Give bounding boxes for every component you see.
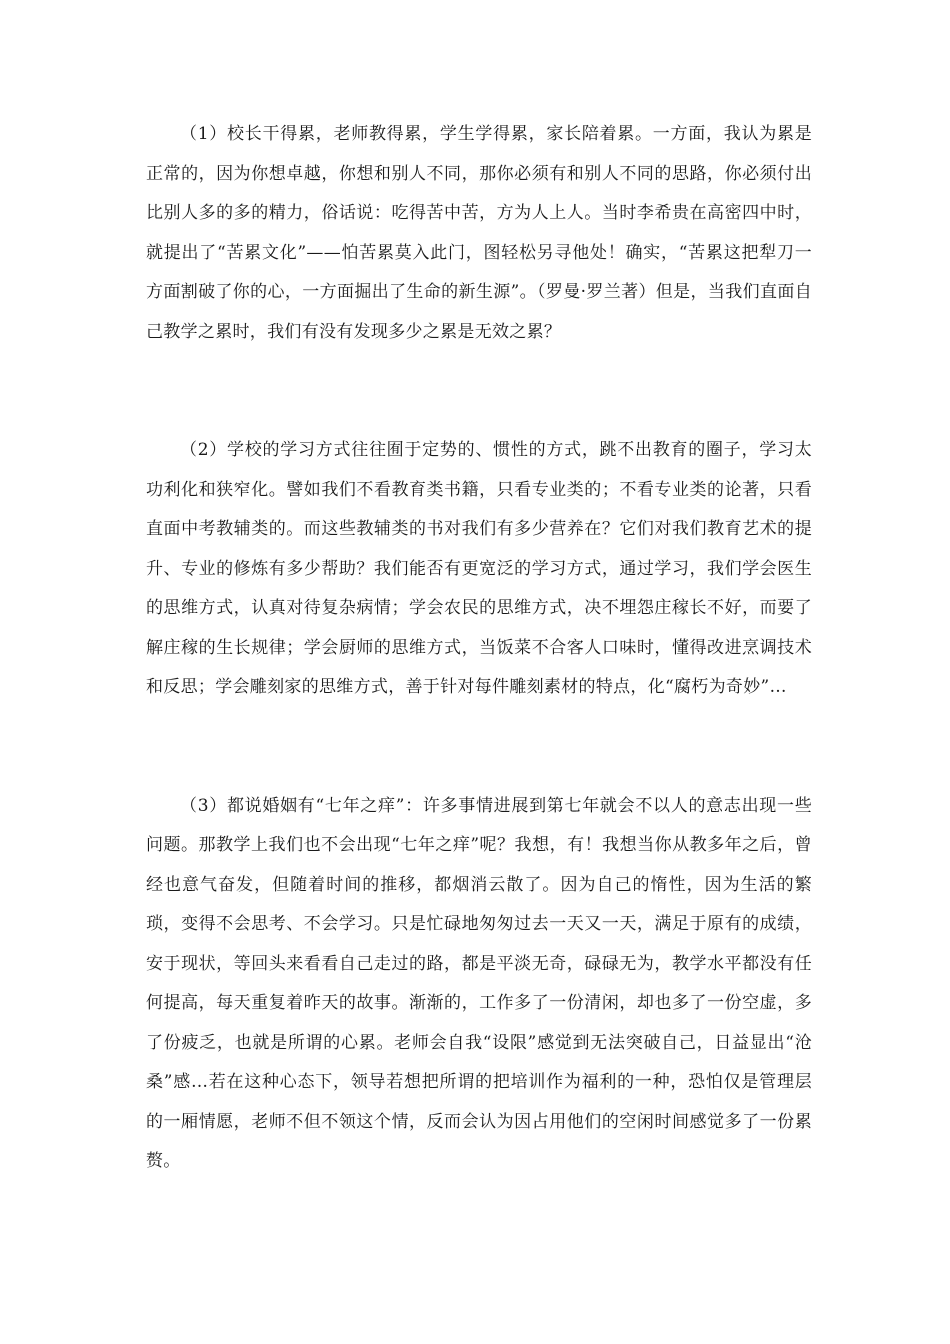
paragraph-3: （3）都说婚姻有“七年之痒”：许多事情进展到第七年就会不以人的意志出现一些问题。那教学上我们也不会出现“七年之痒”呢？我想，有！我想当你从教多年之后，曾经也意气奋发，但随着时间的推移，都烟消云散了。因为自己的惰性，因为生活的繁琐，变得不会思考、不会学习。只是忙碌地匆匆过去一天又一天，满足于原有的成绩，安于现状，等回头来看看自己走过的路，都是平淡无奇，碌碌无为，教学水平都没有任何提高，每天重复着昨天的故事。渐渐的，工作多了一份清闲，却也多了一份空虚，多了份疲乏，也就是所谓的心累。老师会自我“设限”感觉到无法突破自己，日益显出“沧桑”感…若在这种心态下，领导若想把所谓的把培训作为福利的一种，恐怕仅是管理层的一厢情愿，老师不但不领这个情，反而会认为因占用他们的空闲时间感觉多了一份累赘。 <box>146 795 812 1171</box>
paragraph-1: （1）校长干得累，老师教得累，学生学得累，家长陪着累。一方面，我认为累是正常的，因为你想卓越，你想和别人不同，那你必须有和别人不同的思路，你必须付出比别人多的多的精力，俗话说：吃得苦中苦，方为人上人。当时李希贵在高密四中时，就提出了“苦累文化”——怕苦累莫入此门，图轻松另寻他处！确实，“苦累这把犁刀一方面割破了你的心，一方面掘出了生命的新生源”。（罗曼·罗兰著）但是，当我们直面自己教学之累时，我们有没有发现多少之累是无效之累？ <box>146 124 812 342</box>
paragraph-2: （2）学校的学习方式往往囿于定势的、惯性的方式，跳不出教育的圈子，学习太功利化和狭窄化。譬如我们不看教育类书籍，只看专业类的；不看专业类的论著，只看直面中考教辅类的。而这些教辅类的书对我们有多少营养在？它们对我们教育艺术的提升、专业的修炼有多少帮助？我们能否有更宽泛的学习方式，通过学习，我们学会医生的思维方式，认真对待复杂病情；学会农民的思维方式，决不埋怨庄稼长不好，而要了解庄稼的生长规律；学会厨师的思维方式，当饭菜不合客人口味时，懂得改进烹调技术和反思；学会雕刻家的思维方式，善于针对每件雕刻素材的特点，化“腐朽为奇妙”… <box>146 440 812 697</box>
document-page <box>146 115 812 1182</box>
